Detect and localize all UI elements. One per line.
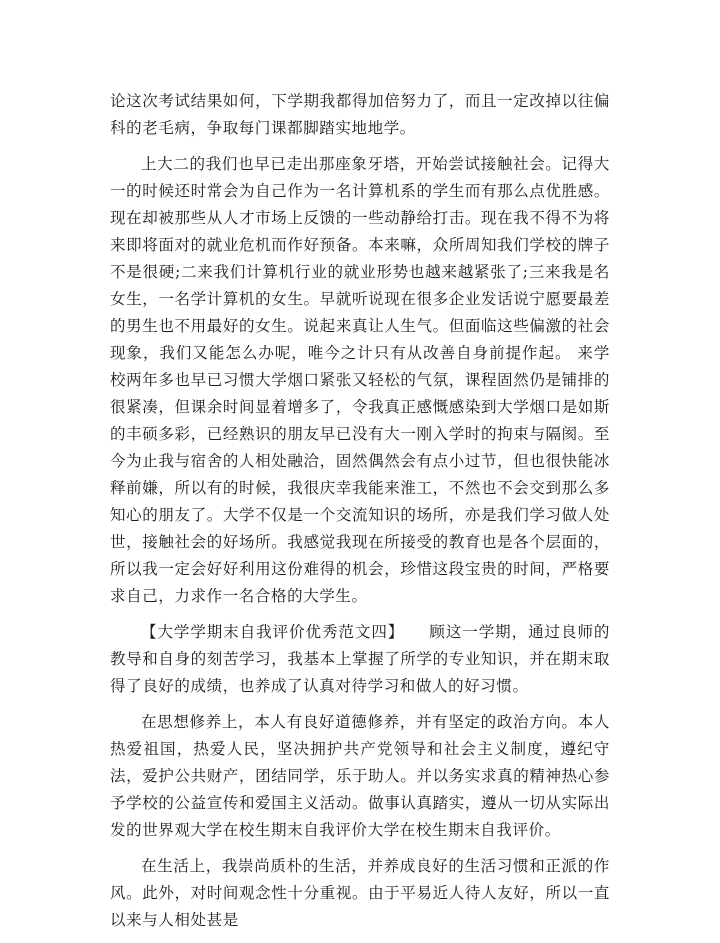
document-body <box>110 88 610 943</box>
paragraph-sample-four-heading: 【大学学期末自我评价优秀范文四】 顾这一学期，通过良师的教导和自身的刻苦学习，我基本上掌握了所学的专业知识，并在期末取得了良好的成绩，也养成了认真对待学习和做人的好习惯。 <box>110 623 610 695</box>
paragraph-daily-life: 在生活上，我崇尚质朴的生活，并养成良好的生活习惯和正派的作风。此外，对时间观念性十分重视。由于平易近人待人友好，所以一直以来与人相处甚是 <box>110 857 610 929</box>
paragraph-ideology: 在思想修养上，本人有良好道德修养，并有坚定的政治方向。本人热爱祖国，热爱人民，坚决拥护共产党领导和社会主义制度，遵纪守法，爱护公共财产，团结同学，乐于助人。并以务实求真的精神热心参予学校的公益宣传和爱国主义活动。做事认真踏实，遵从一切从实际出发的世界观大学在校生期末自我评价大学在校生期末自我评价。 <box>110 713 610 839</box>
paragraph-continuation: 论这次考试结果如何，下学期我都得加倍努力了，而且一定改掉以往偏科的老毛病，争取每门课都脚踏实地地学。 <box>110 92 610 137</box>
paragraph-sophomore-life: 上大二的我们也早已走出那座象牙塔，开始尝试接触社会。记得大一的时候还时常会为自己作为一名计算机系的学生而有那么点优胜感。现在却被那些从人才市场上反馈的一些动静给打击。现在我不得不为将来即将面对的就业危机而作好预备。本来嘛，众所周知我们学校的牌子不是很硬;二来我们计算机行业的就业形势也越来越紧张了;三来我是名女生，一名学计算机的女生。早就听说现在很多企业发话说宁愿要最差的男生也不用最好的女生。说起来真让人生气。但面临这些偏激的社会现象，我们又能怎么办呢，唯今之计只有从改善自身前提作起。 来学校两年多也早已习惯大学烟口紧张又轻松的气氛，课程固然仍是铺排的很紧凑，但课余时间显着增多了，令我真正感慨感染到大学烟口是如斯的丰硕多彩，已经熟识的朋友早已没有大一刚入学时的拘束与隔阂。至今为止我与宿舍的人相处融洽，固然偶然会有点小过节，但也很快能冰释前嫌，所以有的时候，我很庆幸我能来淮工，不然也不会交到那么多知心的朋友了。大学不仅是一个交流知识的场所，亦是我们学习做人处世，接触社会的好场所。我感觉我现在所接受的教育也是各个层面的，所以我一定会好好利用这份难得的机会，珍惜这段宝贵的时间，严格要求自己，力求作一名合格的大学生。 <box>110 155 610 605</box>
